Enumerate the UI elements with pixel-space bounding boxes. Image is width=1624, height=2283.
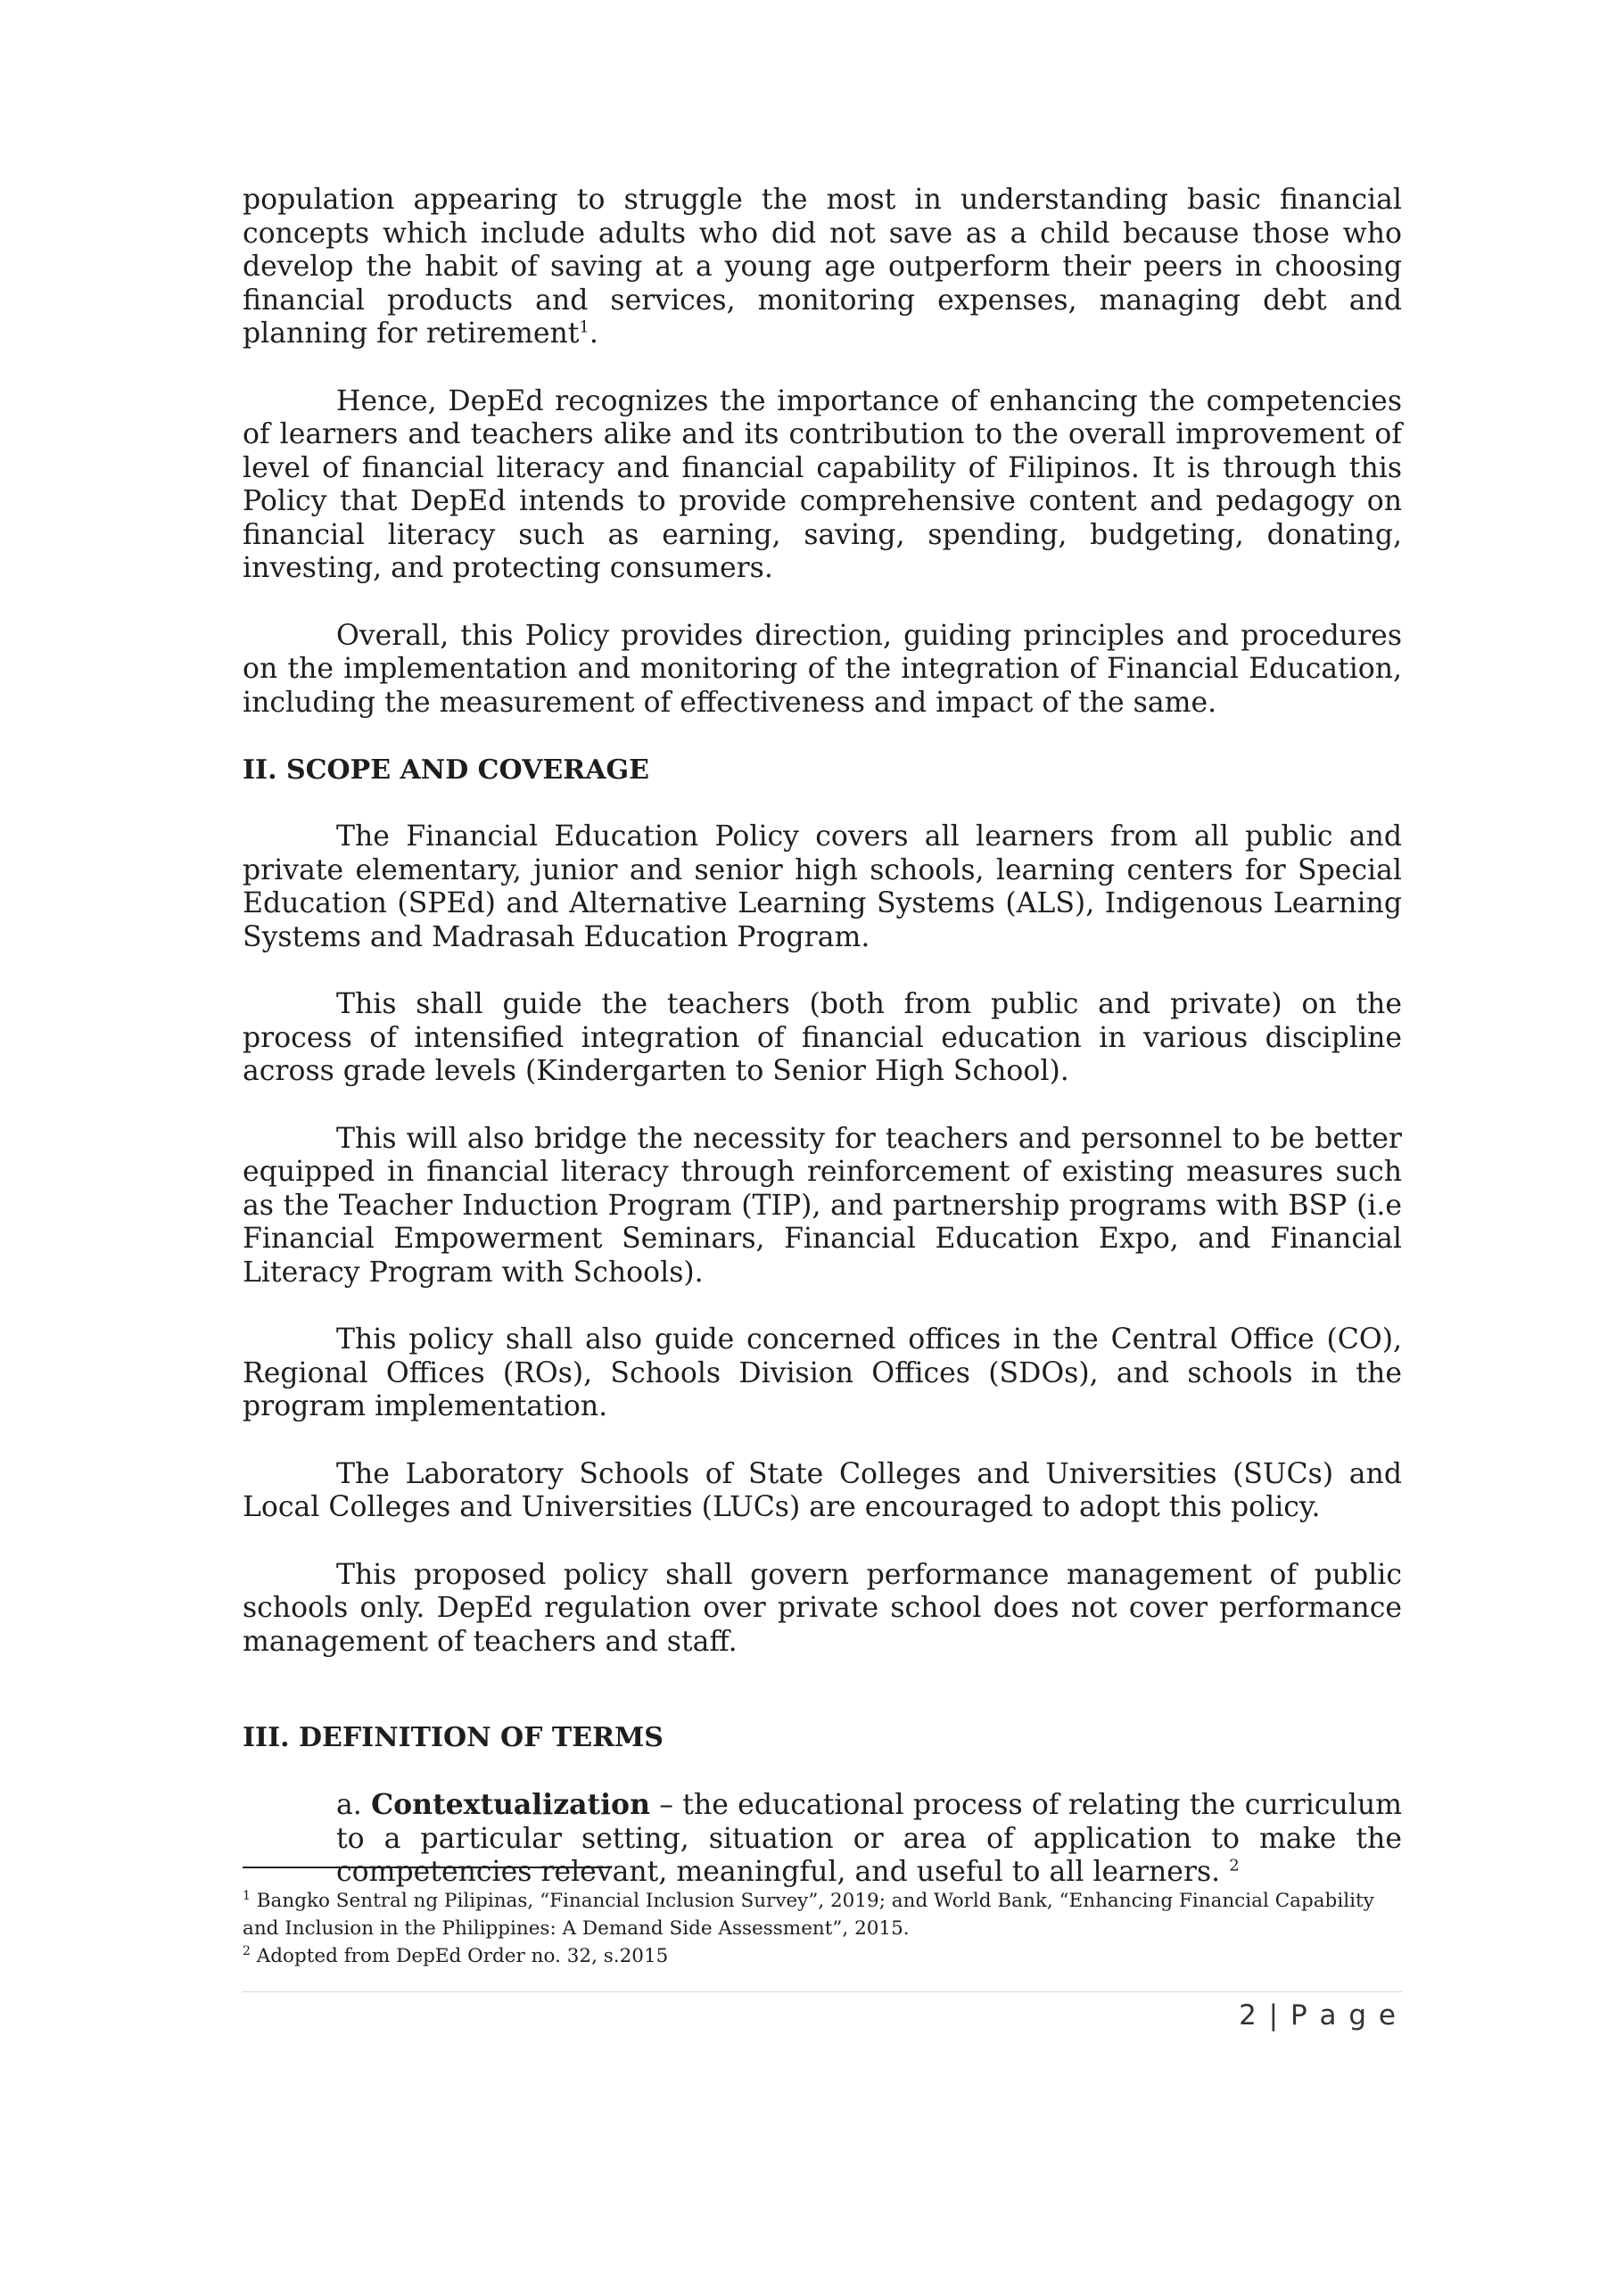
page-number: 2 | P a g e [1239, 1999, 1397, 2032]
footnote-ref-2: 2 [1229, 1856, 1240, 1875]
scope-paragraph-5: The Laboratory Schools of State Colleges and Universities (SUCs) and Local Colleges and Universities (LUCs) are encouraged to adopt this policy. [243, 1457, 1402, 1523]
footnote-divider [243, 1867, 612, 1868]
footnote-ref-1: 1 [579, 317, 589, 337]
scope-paragraph-1: The Financial Education Policy covers all learners from all public and private elementary, junior and senior high schools, learning centers for Special Education (SPEd) and Alternative Learning Systems (ALS), Indigenous Learning Systems and Madrasah Education Program. [243, 820, 1402, 953]
section-heading-scope: II. SCOPE AND COVERAGE [243, 754, 649, 786]
scope-paragraph-2: This shall guide the teachers (both from public and private) on the process of intensified integration of financial education in various discipline across grade levels (Kindergarten to Senior High School). [243, 988, 1402, 1087]
definition-item-contextualization [336, 1788, 1402, 1890]
scope-paragraph-6: This proposed policy shall govern performance management of public schools only. DepEd regulation over private school does not cover performance management of teachers and staff. [243, 1558, 1402, 1658]
footer-divider [243, 1991, 1402, 1992]
document-body [243, 184, 1402, 1890]
intro-paragraph-1-text: population appearing to struggle the most in understanding basic financial concepts which include adults who did not save as a child because those who develop the habit of saving at a young age outperform their peers in choosing financial products and services, monitoring expenses, managing debt and planning for retirement [243, 184, 1402, 350]
footnote-1-marker: 1 [243, 1888, 251, 1903]
footnotes [243, 1887, 1402, 1970]
footnote-1 [243, 1887, 1402, 1942]
footnote-2 [243, 1942, 1402, 1970]
intro-paragraph-2: Hence, DepEd recognizes the importance of enhancing the competencies of learners and teachers alike and its contribution to the overall improvement of level of financial literacy and financial capability of Filipinos. It is through this Policy that DepEd intends to provide comprehensive content and pedagogy on financial literacy such as earning, saving, spending, budgeting, donating, investing, and protecting consumers. [243, 384, 1402, 584]
intro-paragraph-1-end: . [589, 317, 598, 350]
definition-marker: a. [336, 1789, 362, 1821]
scope-paragraph-3: This will also bridge the necessity for teachers and personnel to be better equipped in financial literacy through reinforcement of existing measures such as the Teacher Induction Program (TIP), and partnership programs with BSP (i.e Financial Empowerment Seminars, Financial Education Expo, and Financial Literacy Program with Schools). [243, 1122, 1402, 1289]
definition-term: Contextualization [371, 1788, 650, 1821]
intro-paragraph-1 [243, 184, 1402, 351]
footnote-2-marker: 2 [243, 1943, 251, 1958]
footnote-2-text: Adopted from DepEd Order no. 32, s.2015 [250, 1945, 669, 1967]
scope-paragraph-4: This policy shall also guide concerned offices in the Central Office (CO), Regional Offices (ROs), Schools Division Offices (SDOs), and schools in the program implementation. [243, 1323, 1402, 1422]
intro-paragraph-3: Overall, this Policy provides direction, guiding principles and procedures on the implementation and monitoring of the integration of Financial Education, including the measurement of effectiveness and impact of the same. [243, 619, 1402, 719]
section-heading-definitions: III. DEFINITION OF TERMS [243, 1722, 664, 1753]
definition-text: – the educational process of relating the curriculum to a particular setting, situation or area of application to make the competencies relevant, meaningful, and useful to all learners. [336, 1789, 1403, 1888]
footnote-1-text: Bangko Sentral ng Pilipinas, “Financial Inclusion Survey”, 2019; and World Bank, “Enhancing Financial Capability and Inclusion in the Philippines: A Demand Side Assessment”, 2015. [243, 1890, 1374, 1940]
